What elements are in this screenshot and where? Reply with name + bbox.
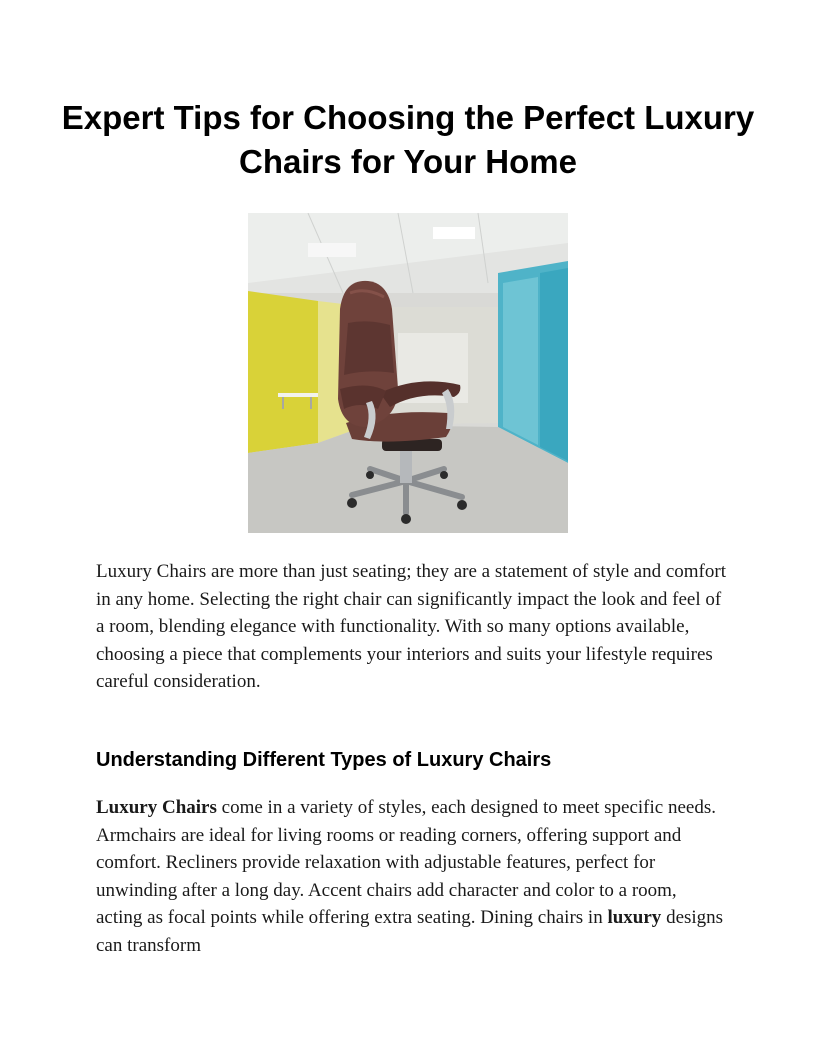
page-title: Expert Tips for Choosing the Perfect Luxury Chairs for Your Home: [61, 99, 755, 180]
office-chair-photo: [248, 213, 568, 533]
section-heading: Understanding Different Types of Luxury Chairs: [96, 749, 552, 771]
intro-paragraph: Luxury Chairs are more than just seating; they are a statement of style and comfort in any home. Selecting the right chair can significantly impact the look and feel of a room, blending elegance with functionality. With so many options available, choosing a piece that complements your interiors and suits your lifestyle requires careful consideration.: [96, 561, 726, 692]
section-paragraph: [96, 794, 726, 959]
paragraph-text: designs can transform: [96, 907, 724, 956]
bold-text-luxury: luxury: [607, 907, 662, 928]
bold-text-luxury-chairs: Luxury Chairs: [96, 797, 217, 818]
paragraph-text: come in a variety of styles, each designed to meet specific needs. Armchairs are ideal for living rooms or reading corners, offering support and comfort. Recliners provide relaxation with adjustable features, perfect for unwinding after a long day. Accent chairs add character and color to a room, acting as focal points while offering extra seating. Dining chairs in: [96, 797, 716, 928]
